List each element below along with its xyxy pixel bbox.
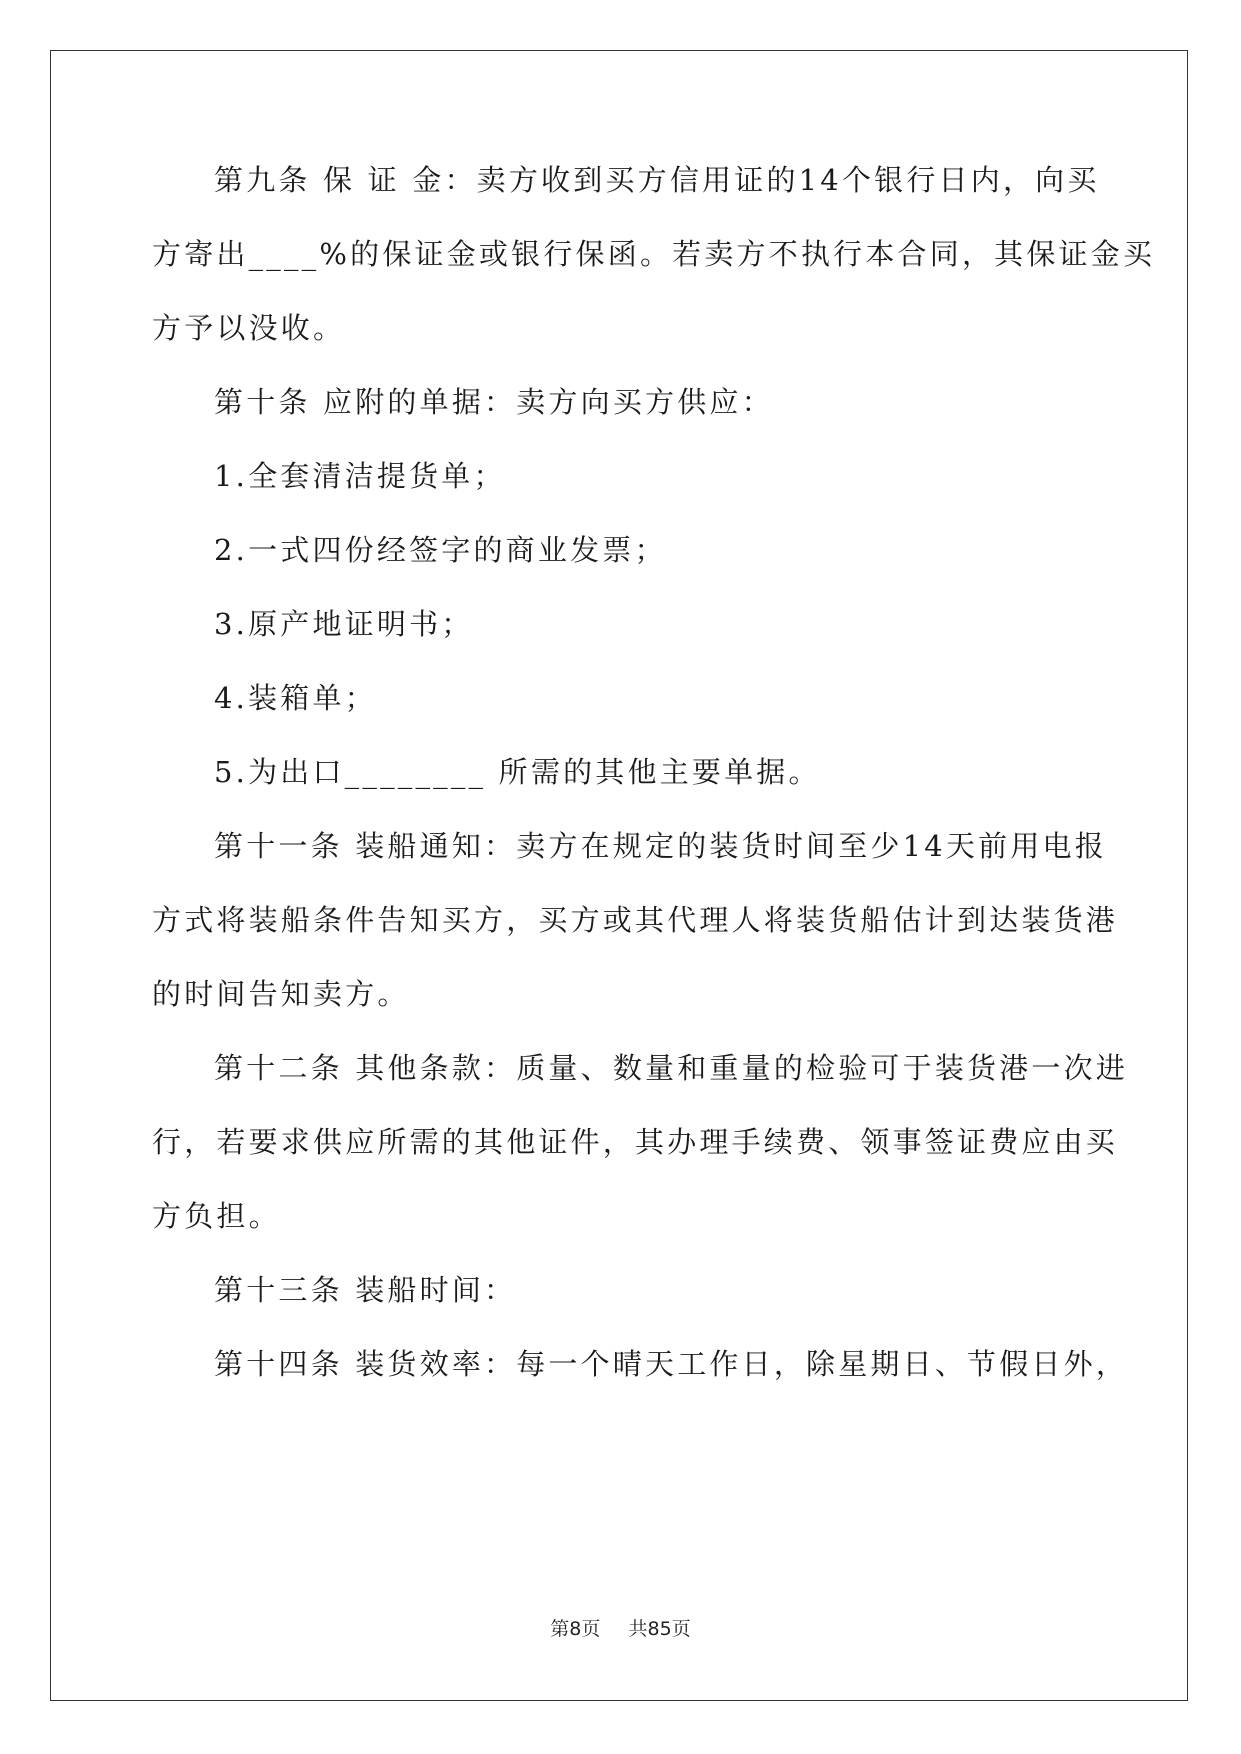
list-item: 3.原产地证明书； — [214, 607, 474, 641]
paragraph-line: 第十四条 装货效率：每一个晴天工作日，除星期日、节假日外， — [214, 1347, 1129, 1381]
list-item: 1.全套清洁提货单； — [214, 459, 506, 493]
paragraph-line: 第十一条 装船通知：卖方在规定的装货时间至少14天前用电报 — [214, 829, 1107, 863]
list-item: 4.装箱单； — [214, 681, 377, 715]
page-number: 第8页 — [550, 1618, 601, 1640]
paragraph-line: 行，若要求供应所需的其他证件，其办理手续费、领事签证费应由买 — [152, 1125, 1119, 1159]
paragraph-line: 方予以没收。 — [152, 311, 346, 345]
paragraph-line: 第十二条 其他条款：质量、数量和重量的检验可于装货港一次进 — [214, 1051, 1129, 1085]
paragraph-line: 第十三条 装船时间： — [214, 1273, 517, 1307]
paragraph-line: 方寄出____%的保证金或银行保函。若卖方不执行本合同，其保证金买 — [152, 237, 1156, 271]
paragraph-line: 的时间告知卖方。 — [152, 977, 410, 1011]
paragraph-line: 方负担。 — [152, 1199, 281, 1233]
paragraph-line: 第十条 应附的单据：卖方向买方供应： — [214, 385, 774, 419]
paragraph-line: 方式将装船条件告知买方，买方或其代理人将装货船估计到达装货港 — [152, 903, 1119, 937]
list-item: 2.一式四份经签字的商业发票； — [214, 533, 667, 567]
page-border — [50, 50, 1188, 1701]
page-footer — [0, 1614, 1241, 1641]
list-item: 5.为出口________ 所需的其他主要单据。 — [214, 755, 821, 789]
paragraph-line: 第九条 保 证 金：卖方收到买方信用证的14个银行日内，向买 — [214, 163, 1100, 197]
page-total: 共85页 — [628, 1618, 691, 1640]
